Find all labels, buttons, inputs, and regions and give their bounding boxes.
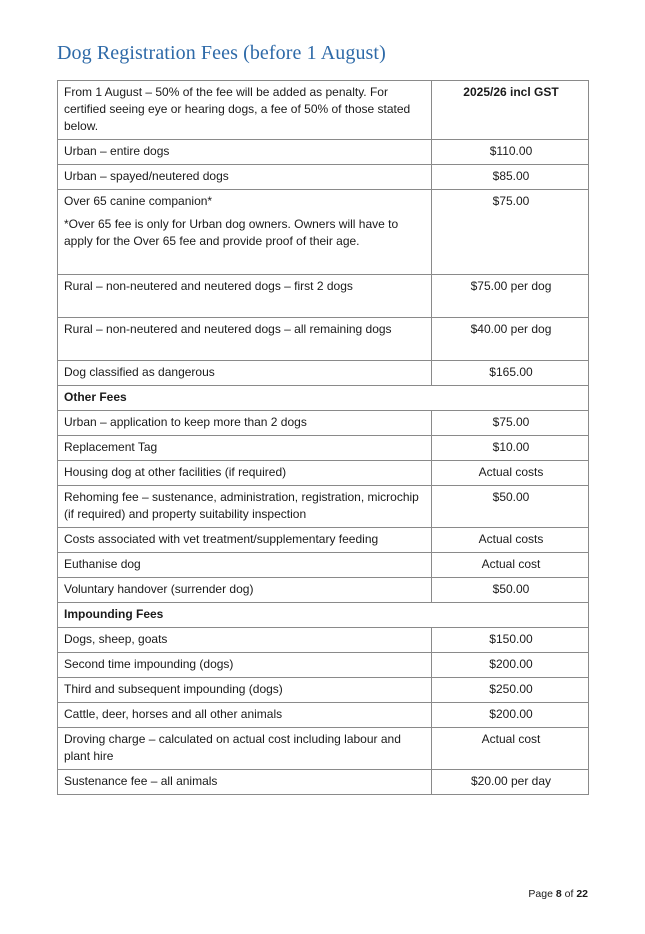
table-row xyxy=(58,653,589,678)
row-fee: Actual cost xyxy=(432,728,589,770)
row-label: Dogs, sheep, goats xyxy=(58,628,432,653)
fees-table xyxy=(57,80,589,795)
table-row xyxy=(58,486,589,528)
row-fee: $50.00 xyxy=(432,486,589,528)
row-label: Sustenance fee – all animals xyxy=(58,770,432,795)
row-label: Euthanise dog xyxy=(58,553,432,578)
section-heading-row xyxy=(58,603,589,628)
table-row xyxy=(58,361,589,386)
section-heading-impounding-fees: Impounding Fees xyxy=(58,603,589,628)
page-number-prefix: Page xyxy=(528,888,556,900)
row-fee: Actual cost xyxy=(432,553,589,578)
column-header-fee: 2025/26 incl GST xyxy=(432,81,589,140)
row-fee: $150.00 xyxy=(432,628,589,653)
intro-note: From 1 August – 50% of the fee will be added as penalty. For certified seeing eye or hearing dogs, a fee of 50% of those stated below. xyxy=(58,81,432,140)
table-row xyxy=(58,678,589,703)
table-row xyxy=(58,165,589,190)
row-fee: $20.00 per day xyxy=(432,770,589,795)
table-row xyxy=(58,528,589,553)
section-heading-other-fees: Other Fees xyxy=(58,386,589,411)
table-header-row xyxy=(58,81,589,140)
row-label: Rural – non-neutered and neutered dogs – all remaining dogs xyxy=(58,318,432,361)
row-label: Urban – application to keep more than 2 dogs xyxy=(58,411,432,436)
row-label: Dog classified as dangerous xyxy=(58,361,432,386)
row-label: Voluntary handover (surrender dog) xyxy=(58,578,432,603)
page-number xyxy=(528,888,588,900)
table-row xyxy=(58,436,589,461)
row-label: Droving charge – calculated on actual cost including labour and plant hire xyxy=(58,728,432,770)
table-row xyxy=(58,578,589,603)
row-label: Replacement Tag xyxy=(58,436,432,461)
table-row-over65 xyxy=(58,190,589,275)
page-title: Dog Registration Fees (before 1 August) xyxy=(57,42,386,64)
page-number-current: 8 xyxy=(555,888,562,900)
row-label: Costs associated with vet treatment/supplementary feeding xyxy=(58,528,432,553)
row-fee: $50.00 xyxy=(432,578,589,603)
over65-cell xyxy=(58,190,432,275)
table-row xyxy=(58,553,589,578)
table-row xyxy=(58,411,589,436)
row-label: Second time impounding (dogs) xyxy=(58,653,432,678)
row-label: Rural – non-neutered and neutered dogs – first 2 dogs xyxy=(58,275,432,318)
row-fee: $250.00 xyxy=(432,678,589,703)
table-row xyxy=(58,140,589,165)
row-fee: $10.00 xyxy=(432,436,589,461)
table-row xyxy=(58,770,589,795)
row-fee: $165.00 xyxy=(432,361,589,386)
row-label: Over 65 canine companion* xyxy=(64,194,213,208)
row-fee: $40.00 per dog xyxy=(432,318,589,361)
row-fee: Actual costs xyxy=(432,461,589,486)
row-fee: $110.00 xyxy=(432,140,589,165)
row-label: Housing dog at other facilities (if required) xyxy=(58,461,432,486)
row-label: Third and subsequent impounding (dogs) xyxy=(58,678,432,703)
over65-footnote: *Over 65 fee is only for Urban dog owners. Owners will have to apply for the Over 65 fee and provide proof of their age. xyxy=(64,217,399,248)
row-label: Rehoming fee – sustenance, administration, registration, microchip (if required) and property suitability inspection xyxy=(58,486,432,528)
table-row xyxy=(58,703,589,728)
row-fee: $200.00 xyxy=(432,653,589,678)
row-label: Urban – entire dogs xyxy=(58,140,432,165)
row-fee: $75.00 xyxy=(432,411,589,436)
row-label: Urban – spayed/neutered dogs xyxy=(58,165,432,190)
section-heading-row xyxy=(58,386,589,411)
table-row xyxy=(58,728,589,770)
table-row xyxy=(58,318,589,361)
row-fee: $75.00 xyxy=(432,190,589,275)
row-fee: $200.00 xyxy=(432,703,589,728)
page-number-separator: of xyxy=(561,888,577,900)
table-row xyxy=(58,628,589,653)
row-fee: $75.00 per dog xyxy=(432,275,589,318)
table-row xyxy=(58,461,589,486)
row-fee: $85.00 xyxy=(432,165,589,190)
table-row xyxy=(58,275,589,318)
row-label: Cattle, deer, horses and all other animals xyxy=(58,703,432,728)
page-number-total: 22 xyxy=(576,888,588,900)
row-fee: Actual costs xyxy=(432,528,589,553)
